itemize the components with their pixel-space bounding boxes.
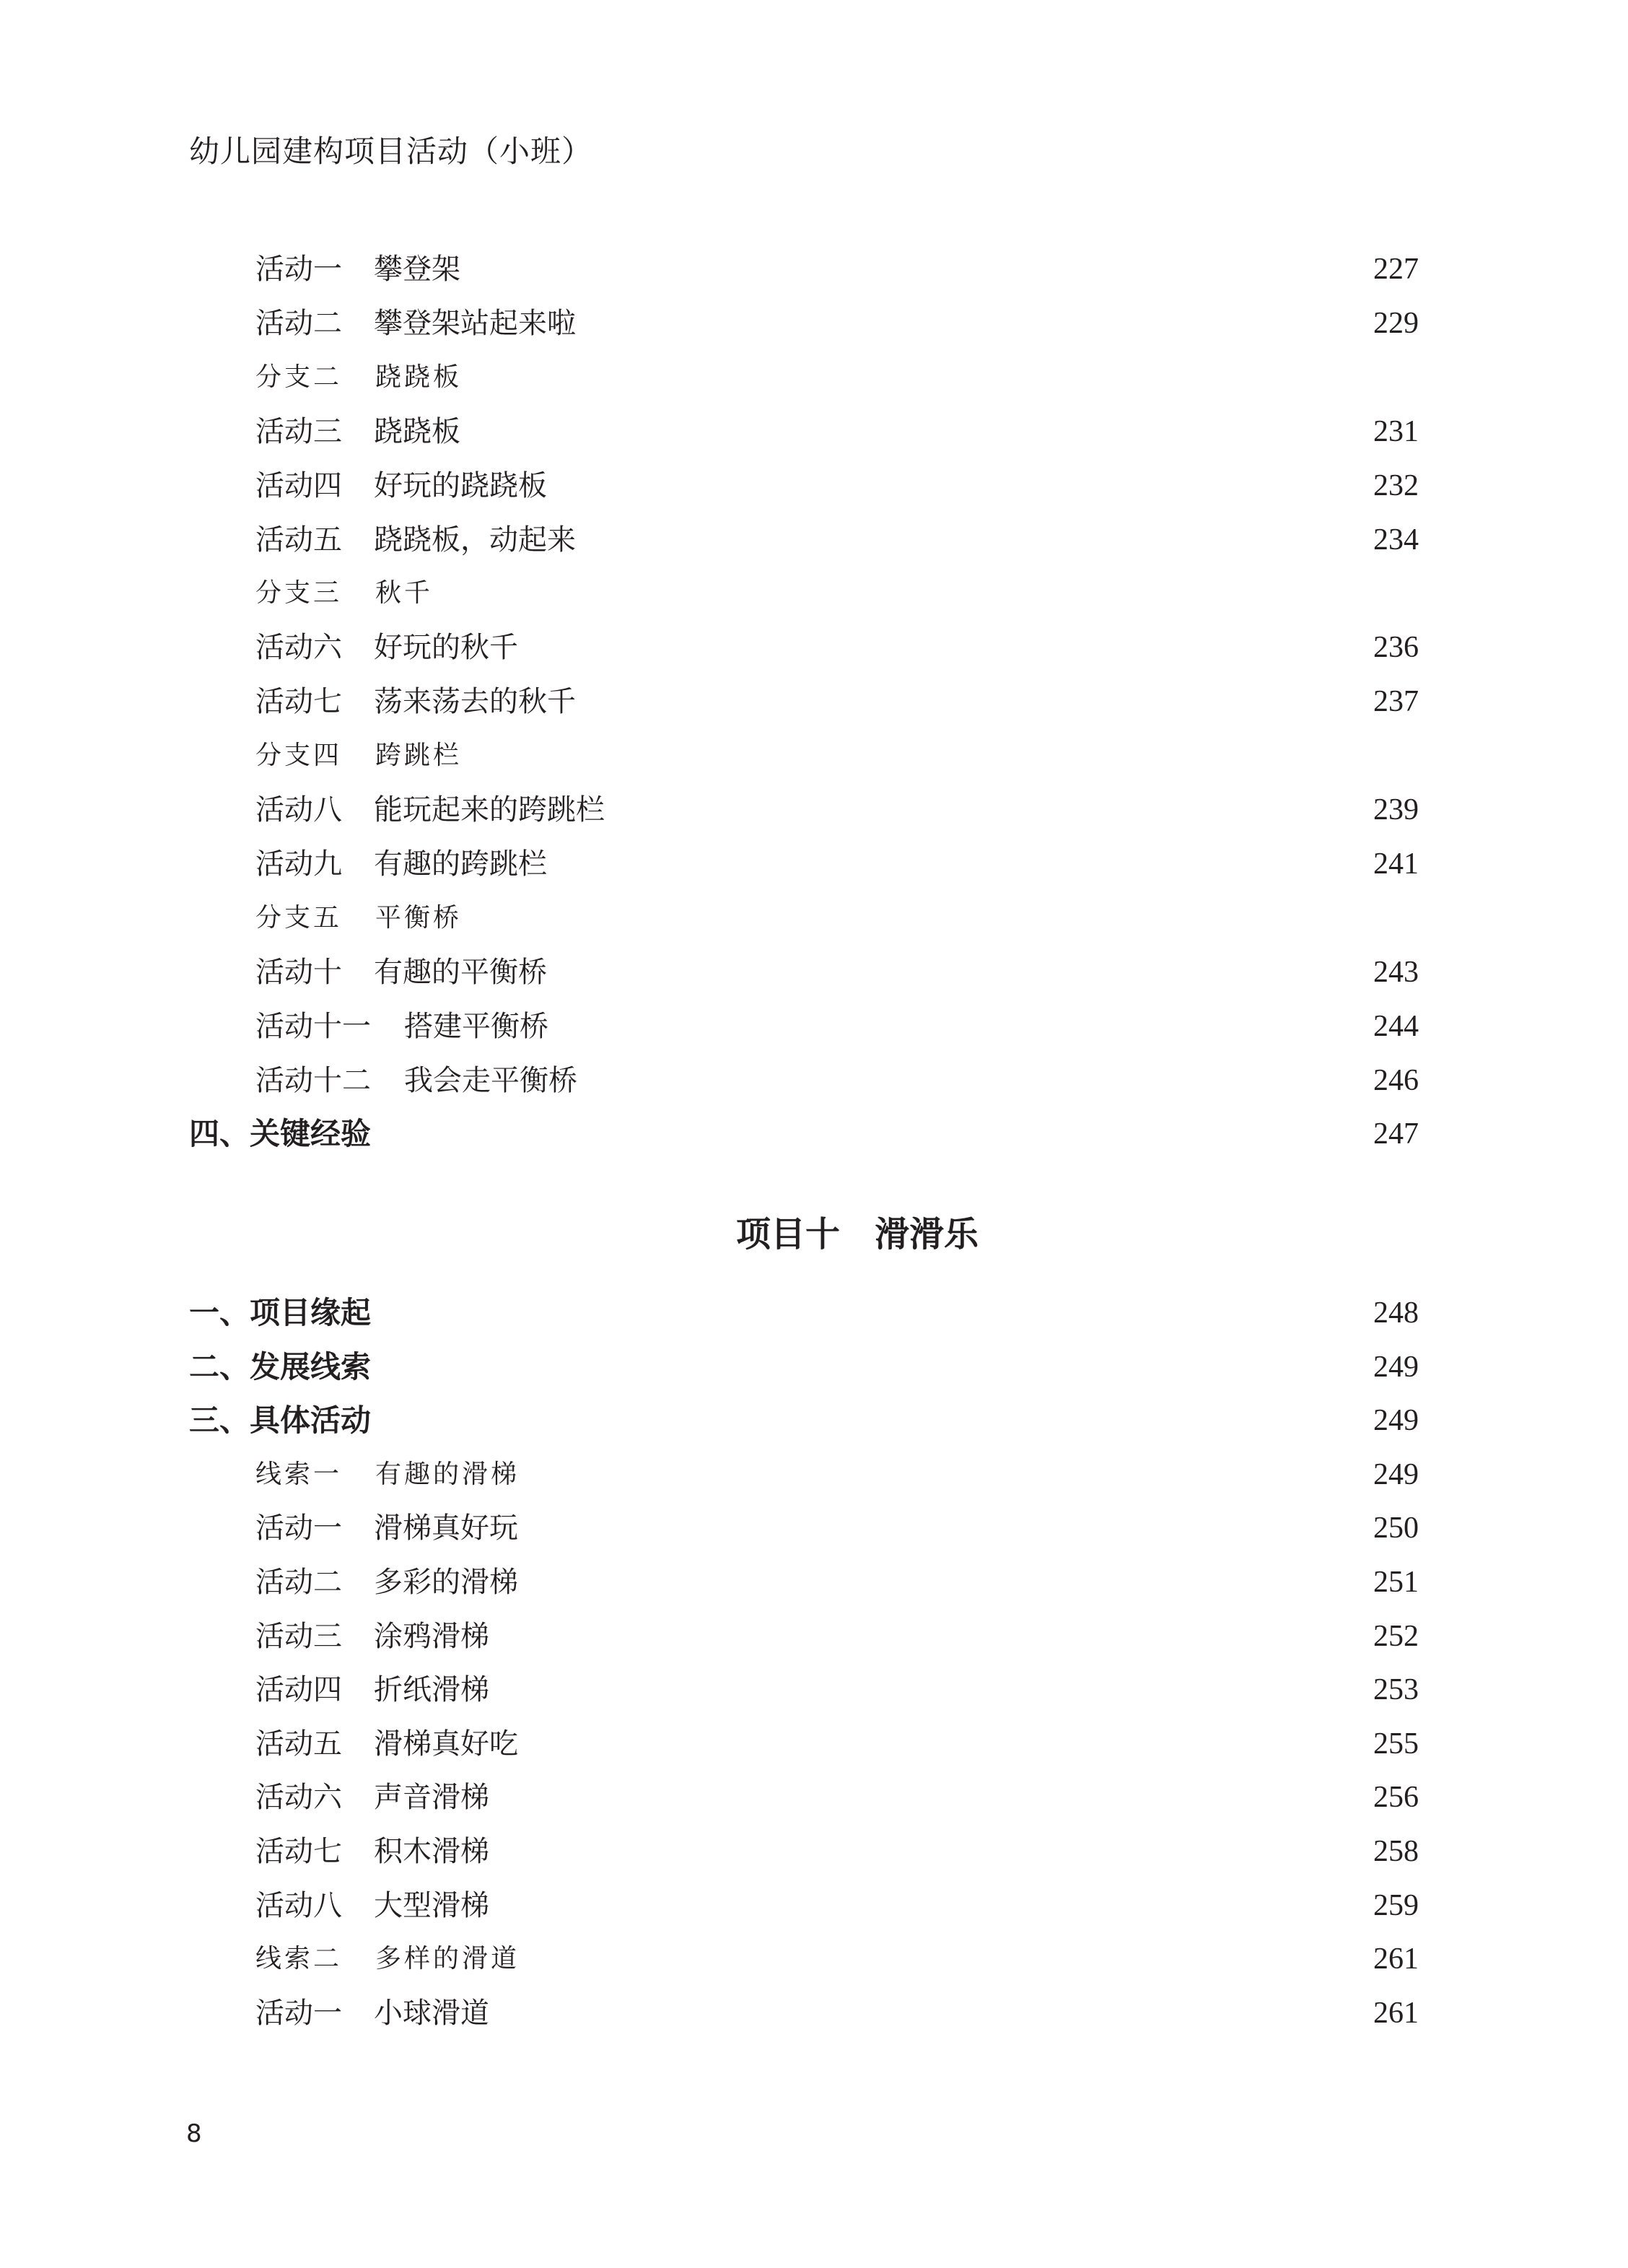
toc-entry <box>0 1826 1628 1877</box>
toc-entry-label <box>255 567 433 619</box>
toc-entry-title: 折纸滑梯 <box>374 1673 489 1707</box>
toc-entry <box>0 838 1628 890</box>
toc-entry-lead: 分支五 <box>255 902 343 933</box>
toc-entry-label <box>255 946 547 998</box>
toc-entry-lead: 活动一 <box>255 1996 342 2030</box>
toc-entry-page-number: 241 <box>1373 847 1419 881</box>
toc-entry-page-number: 231 <box>1373 414 1419 448</box>
toc-entry-page-number: 236 <box>1373 631 1419 665</box>
toc-entry-page-number: 261 <box>1373 1996 1419 2030</box>
toc-entry <box>0 1664 1628 1716</box>
toc-entry-page-number: 247 <box>1373 1117 1419 1151</box>
toc-entry-page-number: 232 <box>1373 468 1419 502</box>
toc-entry <box>0 1502 1628 1554</box>
toc-entry-page-number: 253 <box>1373 1673 1419 1707</box>
toc-entry-title: 我会走平衡桥 <box>404 1063 577 1097</box>
toc-entry-page-number: 229 <box>1373 306 1419 340</box>
toc-entry-title: 四、关键经验 <box>189 1116 372 1152</box>
toc-entry <box>0 460 1628 512</box>
toc-entry <box>0 784 1628 836</box>
toc-entry <box>0 297 1628 349</box>
toc-entry-title: 多彩的滑梯 <box>374 1566 518 1599</box>
toc-entry-lead: 活动八 <box>255 793 342 826</box>
toc-entry-lead: 活动五 <box>255 1727 342 1761</box>
toc-entry-title: 声音滑梯 <box>374 1781 489 1815</box>
toc-entry-title: 好玩的秋千 <box>374 631 518 665</box>
toc-entry <box>0 1055 1628 1107</box>
toc-entry-page-number: 258 <box>1373 1835 1419 1868</box>
toc-entry-title: 能玩起来的跨跳栏 <box>374 793 605 826</box>
toc-entry-page-number: 246 <box>1373 1063 1419 1097</box>
toc-entry-title: 有趣的滑梯 <box>375 1459 520 1489</box>
toc-entry-label <box>255 784 605 836</box>
toc-entry-label <box>255 1502 518 1554</box>
toc-entry-title: 跨跳栏 <box>375 741 463 771</box>
toc-entry <box>0 730 1628 782</box>
toc-entry-label <box>255 460 547 512</box>
toc-entry-lead: 分支四 <box>255 741 343 771</box>
toc-entry-lead: 分支二 <box>255 362 343 392</box>
toc-entry <box>0 567 1628 619</box>
toc-entry-page-number: 248 <box>1373 1296 1419 1330</box>
toc-entry-title: 二、发展线索 <box>189 1348 372 1384</box>
toc-entry-label <box>255 1556 518 1608</box>
toc-entry-label <box>255 1826 489 1877</box>
toc-entry-lead: 活动二 <box>255 306 342 340</box>
toc-entry-label <box>189 1341 371 1393</box>
toc-entry-page-number: 239 <box>1373 793 1419 826</box>
toc-entry-label <box>189 1287 371 1339</box>
toc-entry-lead: 活动一 <box>255 1512 342 1545</box>
toc-entry-lead: 活动三 <box>255 414 342 448</box>
toc-entry-lead: 活动六 <box>255 1781 342 1815</box>
toc-entry-lead: 活动二 <box>255 1566 342 1599</box>
toc-entry-title: 攀登架站起来啦 <box>374 306 576 340</box>
toc-entry-title: 攀登架 <box>374 253 460 286</box>
toc-entry-label <box>255 1664 489 1716</box>
toc-entry-label <box>255 676 576 728</box>
toc-entry <box>0 1718 1628 1770</box>
toc-entry-lead: 活动七 <box>255 1835 342 1868</box>
toc-entry-label <box>189 1108 371 1160</box>
toc-entry-title: 滑梯真好玩 <box>374 1512 518 1545</box>
toc-entry-label <box>255 352 462 404</box>
toc-entry-lead: 活动七 <box>255 685 342 719</box>
toc-entry-page-number: 259 <box>1373 1888 1419 1922</box>
toc-entry-lead: 活动九 <box>255 847 342 881</box>
toc-entry-title: 跷跷板，动起来 <box>374 523 576 557</box>
toc-entry-label <box>255 1771 489 1823</box>
toc-entry-title: 平衡桥 <box>375 902 463 933</box>
toc-entry-lead: 线索二 <box>255 1944 343 1974</box>
toc-entry-title: 大型滑梯 <box>374 1888 489 1922</box>
toc-entry-title: 涂鸦滑梯 <box>374 1619 489 1653</box>
toc-entry-label <box>255 406 460 458</box>
toc-entry-page-number: 255 <box>1373 1727 1419 1761</box>
toc-entry-lead: 活动四 <box>255 468 342 502</box>
toc-entry-label <box>255 838 547 890</box>
toc-entry-title: 多样的滑道 <box>375 1944 520 1974</box>
toc-entry-page-number: 227 <box>1373 253 1419 286</box>
toc-entry-label <box>255 621 518 673</box>
toc-entry <box>0 1108 1628 1160</box>
toc-entry-label <box>189 1395 371 1447</box>
toc-entry <box>0 243 1628 295</box>
toc-entry-label <box>255 1000 548 1052</box>
toc-entry-lead: 活动十一 <box>255 1009 371 1043</box>
toc-entry-lead: 线索一 <box>255 1459 343 1489</box>
toc-entry-title: 搭建平衡桥 <box>404 1009 548 1043</box>
toc-entry-title: 荡来荡去的秋千 <box>374 685 576 719</box>
toc-entry-title: 有趣的跨跳栏 <box>374 847 547 881</box>
toc-entry-page-number: 237 <box>1373 685 1419 719</box>
toc-entry-label <box>255 243 460 295</box>
toc-entry-title: 有趣的平衡桥 <box>374 955 547 989</box>
toc-entry <box>0 946 1628 998</box>
toc-entry-lead: 活动六 <box>255 631 342 665</box>
toc-entry-title: 一、项目缘起 <box>189 1295 372 1330</box>
toc-entry <box>0 1610 1628 1662</box>
toc-entry <box>0 1880 1628 1932</box>
toc-entry-label <box>255 1610 489 1662</box>
toc-entry-lead: 活动一 <box>255 253 342 286</box>
toc-entry-title: 三、具体活动 <box>189 1403 372 1439</box>
toc-entry-label <box>255 730 462 782</box>
toc-entry <box>0 406 1628 458</box>
toc-entry-label <box>255 1880 489 1932</box>
toc-entry-title: 好玩的跷跷板 <box>374 468 547 502</box>
toc-entry-label <box>255 514 576 566</box>
toc-entry-label <box>255 1718 518 1770</box>
toc-entry-title: 小球滑道 <box>374 1996 489 2030</box>
toc-entry-page-number: 243 <box>1373 955 1419 989</box>
toc-entry <box>0 1556 1628 1608</box>
toc-entry <box>0 676 1628 728</box>
toc-entry-page-number: 251 <box>1373 1566 1419 1599</box>
toc-entry-title: 跷跷板 <box>375 362 463 392</box>
project-heading: 项目十 滑滑乐 <box>735 1214 979 1255</box>
toc-entry-page-number: 244 <box>1373 1009 1419 1043</box>
toc-entry <box>0 352 1628 404</box>
toc-entry-lead: 活动四 <box>255 1673 342 1707</box>
toc-entry <box>0 1287 1628 1339</box>
toc-entry <box>0 1771 1628 1823</box>
toc-entry <box>0 1449 1628 1501</box>
toc-entry <box>0 1987 1628 2039</box>
toc-entry-page-number: 252 <box>1373 1619 1419 1653</box>
toc-entry-page-number: 261 <box>1373 1942 1419 1976</box>
page-number: 8 <box>186 2119 202 2148</box>
toc-entry-title: 滑梯真好吃 <box>374 1727 518 1761</box>
toc-entry <box>0 621 1628 673</box>
toc-entry-title: 积木滑梯 <box>374 1835 489 1868</box>
toc-entry-label <box>255 892 462 944</box>
toc-entry <box>0 1341 1628 1393</box>
toc-entry-label <box>255 1933 520 1985</box>
toc-entry-lead: 活动三 <box>255 1619 342 1653</box>
toc-entry-page-number: 249 <box>1373 1404 1419 1438</box>
toc-entry-page-number: 249 <box>1373 1350 1419 1384</box>
toc-entry-label <box>255 1449 520 1501</box>
toc-entry-lead: 活动八 <box>255 1888 342 1922</box>
toc-entry-lead: 活动十 <box>255 955 342 989</box>
toc-entry-label <box>255 1055 577 1107</box>
toc-entry-lead: 活动五 <box>255 523 342 557</box>
toc-entry <box>0 892 1628 944</box>
toc-entry-page-number: 250 <box>1373 1512 1419 1545</box>
toc-entry-label <box>255 297 576 349</box>
toc-entry-lead: 分支三 <box>255 578 343 609</box>
toc-entry <box>0 1000 1628 1052</box>
toc-entry <box>0 1395 1628 1447</box>
toc-entry-title: 跷跷板 <box>374 414 460 448</box>
toc-entry <box>0 514 1628 566</box>
toc-entry-page-number: 234 <box>1373 523 1419 557</box>
toc-entry-page-number: 249 <box>1373 1457 1419 1491</box>
running-head: 幼儿园建构项目活动（小班） <box>189 134 593 169</box>
toc-entry-lead: 活动十二 <box>255 1063 371 1097</box>
toc-entry-label <box>255 1987 489 2039</box>
toc-entry <box>0 1933 1628 1985</box>
toc-entry-page-number: 256 <box>1373 1781 1419 1815</box>
toc-entry-title: 秋千 <box>375 578 434 609</box>
